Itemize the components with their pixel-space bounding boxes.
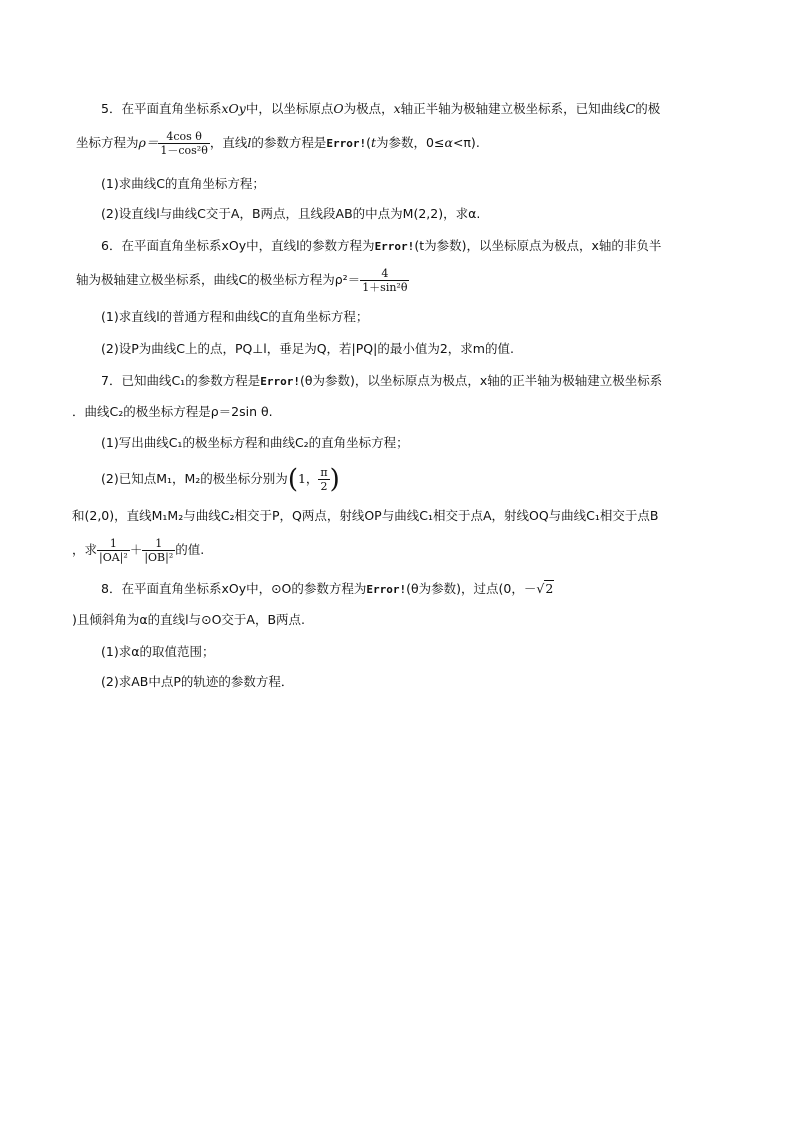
q5-line-1: 5．在平面直角坐标系xOy中，以坐标原点O为极点，x轴正半轴为极轴建立极坐标系，已知曲线C的极 (101, 101, 661, 116)
q5-fraction: $\frac{\text{4cos θ}}{\text{1－cos²θ}}$ (160, 130, 208, 157)
q6-line-1: 6．在平面直角坐标系xOy中，直线l的参数方程为Error!(t为参数)，以坐标原点为极点，x轴的非负半 (101, 238, 662, 253)
q5-part-2: (2)设直线l与曲线C交于A，B两点，且线段AB的中点为M(2,2)，求α. (101, 206, 481, 221)
q6-part-1: (1)求直线l的普通方程和曲线C的直角坐标方程； (101, 309, 369, 324)
q5-part-1: (1)求曲线C的直角坐标方程； (101, 176, 265, 191)
q6-part-2: (2)设P为曲线C上的点，PQ⊥l，垂足为Q，若|PQ|的最小值为2，求m的值. (101, 341, 514, 356)
q8-part-2: (2)求AB中点P的轨迹的参数方程． (101, 674, 294, 689)
error-placeholder: Error! (366, 583, 407, 596)
q6-line-2: 轴为极轴建立极坐标系，曲线C的极坐标方程为ρ²＝ $\frac{4}{\text{1＋sin²θ}}$ (76, 267, 408, 294)
q7-line-2: ．曲线C₂的极坐标方程是ρ＝2sin θ. (72, 404, 273, 419)
q7-part-1: (1)写出曲线C₁的极坐标方程和曲线C₂的直角坐标方程； (101, 435, 409, 450)
q5-line-2: 坐标方程为ρ＝ $\frac{\text{4cos θ}}{\text{1－cos²θ}}$ ，直线l的参数方程是Error!(t为参数，0≤α<π). (76, 130, 480, 157)
error-placeholder: Error! (260, 375, 300, 388)
q6-fraction: $\frac{4}{\text{1＋sin²θ}}$ (362, 267, 408, 294)
error-placeholder: Error! (374, 240, 415, 253)
q8-line-1: 8．在平面直角坐标系xOy中，⊙O的参数方程为Error!(θ为参数)，过点(0，－√2 (101, 581, 554, 596)
q7-line-6: ，求 $\frac{1}{\text{|OA|²}}$ ＋ $\frac{1}{\text{|OB|²}}$ 的值. (72, 537, 205, 564)
q8-part-1: (1)求α的取值范围； (101, 644, 215, 659)
q7-part-2: (2)已知点M₁，M₂的极坐标分别为(1， $\frac{\pi}{2}$ ) (101, 464, 340, 495)
error-placeholder: Error! (326, 137, 367, 150)
q7-line-1: 7．已知曲线C₁的参数方程是Error!(θ为参数)，以坐标原点为极点，x轴的正半轴为极轴建立极坐标系 (101, 373, 663, 388)
q7-line-5: 和(2,0)，直线M₁M₂与曲线C₂相交于P，Q两点，射线OP与曲线C₁相交于点A，射线OQ与曲线C₁相交于点B (72, 508, 659, 523)
q8-line-2: )且倾斜角为α的直线l与⊙O交于A，B两点. (72, 612, 306, 627)
